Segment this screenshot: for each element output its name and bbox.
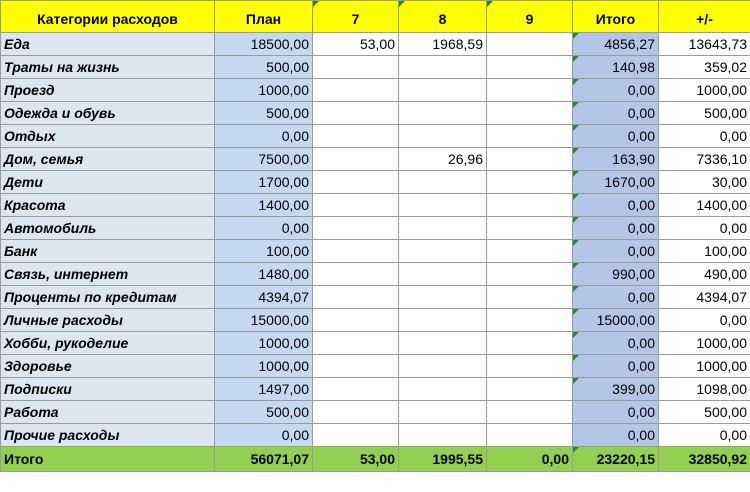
category-cell[interactable]: Связь, интернет bbox=[1, 263, 215, 286]
plan-cell[interactable]: 1497,00 bbox=[215, 378, 313, 401]
day-9-cell[interactable] bbox=[487, 102, 573, 125]
total-cell[interactable]: 0,00 bbox=[573, 332, 659, 355]
day-7-cell[interactable] bbox=[313, 171, 399, 194]
day-7-cell[interactable] bbox=[313, 355, 399, 378]
totals-category-cell[interactable]: Итого bbox=[1, 447, 215, 472]
diff-cell[interactable]: 0,00 bbox=[659, 217, 750, 240]
day-8-cell[interactable] bbox=[399, 240, 487, 263]
total-cell[interactable]: 399,00 bbox=[573, 378, 659, 401]
category-cell[interactable]: Дом, семья bbox=[1, 148, 215, 171]
total-cell[interactable]: 0,00 bbox=[573, 240, 659, 263]
day-7-cell[interactable] bbox=[313, 332, 399, 355]
header-day-8[interactable]: 8 bbox=[399, 1, 487, 33]
diff-cell[interactable]: 1098,00 bbox=[659, 378, 750, 401]
total-cell[interactable]: 0,00 bbox=[573, 194, 659, 217]
plan-cell[interactable]: 7500,00 bbox=[215, 148, 313, 171]
table-row bbox=[1, 217, 750, 240]
day-9-cell[interactable] bbox=[487, 240, 573, 263]
table-row bbox=[1, 56, 750, 79]
day-7-cell[interactable] bbox=[313, 263, 399, 286]
total-cell[interactable]: 0,00 bbox=[573, 217, 659, 240]
total-cell[interactable]: 0,00 bbox=[573, 286, 659, 309]
plan-cell[interactable]: 1400,00 bbox=[215, 194, 313, 217]
total-cell[interactable]: 0,00 bbox=[573, 125, 659, 148]
diff-cell[interactable]: 359,02 bbox=[659, 56, 750, 79]
category-cell[interactable]: Подписки bbox=[1, 378, 215, 401]
day-9-cell[interactable] bbox=[487, 424, 573, 447]
day-7-cell[interactable] bbox=[313, 194, 399, 217]
category-cell[interactable]: Прочие расходы bbox=[1, 424, 215, 447]
plan-cell[interactable]: 1000,00 bbox=[215, 79, 313, 102]
category-cell[interactable]: Автомобиль bbox=[1, 217, 215, 240]
category-cell[interactable]: Личные расходы bbox=[1, 309, 215, 332]
day-8-cell[interactable] bbox=[399, 355, 487, 378]
table-row bbox=[1, 263, 750, 286]
day-8-cell[interactable] bbox=[399, 332, 487, 355]
category-cell[interactable]: Здоровье bbox=[1, 355, 215, 378]
table-row bbox=[1, 378, 750, 401]
day-8-cell[interactable] bbox=[399, 79, 487, 102]
table-row bbox=[1, 194, 750, 217]
table-row bbox=[1, 240, 750, 263]
total-cell[interactable]: 1670,00 bbox=[573, 171, 659, 194]
total-cell[interactable]: 0,00 bbox=[573, 102, 659, 125]
category-cell[interactable]: Дети bbox=[1, 171, 215, 194]
category-cell[interactable]: Банк bbox=[1, 240, 215, 263]
day-8-cell[interactable] bbox=[399, 286, 487, 309]
day-7-cell[interactable] bbox=[313, 148, 399, 171]
day-9-cell[interactable] bbox=[487, 194, 573, 217]
day-9-cell[interactable] bbox=[487, 148, 573, 171]
diff-cell[interactable]: 500,00 bbox=[659, 401, 750, 424]
total-cell[interactable]: 990,00 bbox=[573, 263, 659, 286]
total-cell[interactable]: 0,00 bbox=[573, 79, 659, 102]
day-7-cell[interactable] bbox=[313, 401, 399, 424]
diff-cell[interactable]: 7336,10 bbox=[659, 148, 750, 171]
diff-cell[interactable]: 0,00 bbox=[659, 424, 750, 447]
day-9-cell[interactable] bbox=[487, 217, 573, 240]
plan-cell[interactable]: 0,00 bbox=[215, 217, 313, 240]
diff-cell[interactable]: 0,00 bbox=[659, 125, 750, 148]
total-cell[interactable]: 0,00 bbox=[573, 424, 659, 447]
plan-cell[interactable]: 4394,07 bbox=[215, 286, 313, 309]
day-9-cell[interactable] bbox=[487, 355, 573, 378]
diff-cell[interactable]: 13643,73 bbox=[659, 33, 750, 56]
diff-cell[interactable]: 4394,07 bbox=[659, 286, 750, 309]
category-cell[interactable]: Хобби, рукоделие bbox=[1, 332, 215, 355]
table-row bbox=[1, 33, 750, 56]
day-8-cell[interactable] bbox=[399, 309, 487, 332]
diff-cell[interactable]: 500,00 bbox=[659, 102, 750, 125]
table-row bbox=[1, 148, 750, 171]
plan-cell[interactable]: 500,00 bbox=[215, 401, 313, 424]
day-7-cell[interactable] bbox=[313, 56, 399, 79]
diff-cell[interactable]: 0,00 bbox=[659, 309, 750, 332]
totals-day-8-cell[interactable]: 1995,55 bbox=[399, 447, 487, 472]
day-8-cell[interactable] bbox=[399, 263, 487, 286]
day-7-cell[interactable] bbox=[313, 424, 399, 447]
day-9-cell[interactable] bbox=[487, 332, 573, 355]
totals-total-cell[interactable]: 23220,15 bbox=[573, 447, 659, 472]
plan-cell[interactable]: 1480,00 bbox=[215, 263, 313, 286]
day-9-cell[interactable] bbox=[487, 125, 573, 148]
table-row bbox=[1, 102, 750, 125]
day-7-cell[interactable] bbox=[313, 217, 399, 240]
category-cell[interactable]: Проезд bbox=[1, 79, 215, 102]
category-cell[interactable]: Отдых bbox=[1, 125, 215, 148]
day-9-cell[interactable] bbox=[487, 263, 573, 286]
table-row bbox=[1, 309, 750, 332]
total-cell[interactable]: 140,98 bbox=[573, 56, 659, 79]
table-row bbox=[1, 79, 750, 102]
totals-day-9-cell[interactable]: 0,00 bbox=[487, 447, 573, 472]
table-row bbox=[1, 332, 750, 355]
day-9-cell[interactable] bbox=[487, 378, 573, 401]
header-plan[interactable]: План bbox=[215, 1, 313, 33]
day-7-cell[interactable] bbox=[313, 378, 399, 401]
category-cell[interactable]: Еда bbox=[1, 33, 215, 56]
day-7-cell[interactable] bbox=[313, 79, 399, 102]
day-9-cell[interactable] bbox=[487, 79, 573, 102]
totals-diff-cell[interactable]: 32850,92 bbox=[659, 447, 750, 472]
day-7-cell[interactable]: 53,00 bbox=[313, 33, 399, 56]
plan-cell[interactable]: 18500,00 bbox=[215, 33, 313, 56]
day-7-cell[interactable] bbox=[313, 102, 399, 125]
day-9-cell[interactable] bbox=[487, 33, 573, 56]
total-cell[interactable]: 4856,27 bbox=[573, 33, 659, 56]
table-row bbox=[1, 355, 750, 378]
total-cell[interactable]: 0,00 bbox=[573, 401, 659, 424]
diff-cell[interactable]: 1400,00 bbox=[659, 194, 750, 217]
category-cell[interactable]: Работа bbox=[1, 401, 215, 424]
day-8-cell[interactable] bbox=[399, 125, 487, 148]
diff-cell[interactable]: 1000,00 bbox=[659, 332, 750, 355]
totals-plan-cell[interactable]: 56071,07 bbox=[215, 447, 313, 472]
plan-cell[interactable]: 500,00 bbox=[215, 56, 313, 79]
header-total[interactable]: Итого bbox=[573, 1, 659, 33]
day-8-cell[interactable] bbox=[399, 56, 487, 79]
diff-cell[interactable]: 100,00 bbox=[659, 240, 750, 263]
diff-cell[interactable]: 490,00 bbox=[659, 263, 750, 286]
header-day-9[interactable]: 9 bbox=[487, 1, 573, 33]
diff-cell[interactable]: 1000,00 bbox=[659, 79, 750, 102]
total-cell[interactable]: 15000,00 bbox=[573, 309, 659, 332]
day-8-cell[interactable]: 1968,59 bbox=[399, 33, 487, 56]
totals-row bbox=[1, 447, 750, 472]
plan-cell[interactable]: 100,00 bbox=[215, 240, 313, 263]
category-cell[interactable]: Траты на жизнь bbox=[1, 56, 215, 79]
day-8-cell[interactable] bbox=[399, 378, 487, 401]
day-8-cell[interactable] bbox=[399, 171, 487, 194]
day-9-cell[interactable] bbox=[487, 309, 573, 332]
total-cell[interactable]: 163,90 bbox=[573, 148, 659, 171]
day-8-cell[interactable] bbox=[399, 217, 487, 240]
day-8-cell[interactable]: 26,96 bbox=[399, 148, 487, 171]
plan-cell[interactable]: 1000,00 bbox=[215, 332, 313, 355]
diff-cell[interactable]: 30,00 bbox=[659, 171, 750, 194]
header-row bbox=[1, 1, 750, 33]
day-9-cell[interactable] bbox=[487, 286, 573, 309]
day-7-cell[interactable] bbox=[313, 240, 399, 263]
category-cell[interactable]: Одежда и обувь bbox=[1, 102, 215, 125]
plan-cell[interactable]: 0,00 bbox=[215, 125, 313, 148]
totals-day-7-cell[interactable]: 53,00 bbox=[313, 447, 399, 472]
total-cell[interactable]: 0,00 bbox=[573, 355, 659, 378]
table-row bbox=[1, 424, 750, 447]
table-row bbox=[1, 286, 750, 309]
day-8-cell[interactable] bbox=[399, 102, 487, 125]
category-cell[interactable]: Проценты по кредитам bbox=[1, 286, 215, 309]
day-7-cell[interactable] bbox=[313, 286, 399, 309]
plan-cell[interactable]: 15000,00 bbox=[215, 309, 313, 332]
day-8-cell[interactable] bbox=[399, 194, 487, 217]
plan-cell[interactable]: 500,00 bbox=[215, 102, 313, 125]
plan-cell[interactable]: 0,00 bbox=[215, 424, 313, 447]
day-8-cell[interactable] bbox=[399, 401, 487, 424]
header-category[interactable]: Категории расходов bbox=[1, 1, 215, 33]
day-9-cell[interactable] bbox=[487, 401, 573, 424]
category-cell[interactable]: Красота bbox=[1, 194, 215, 217]
day-7-cell[interactable] bbox=[313, 125, 399, 148]
day-8-cell[interactable] bbox=[399, 424, 487, 447]
diff-cell[interactable]: 1000,00 bbox=[659, 355, 750, 378]
day-7-cell[interactable] bbox=[313, 309, 399, 332]
header-diff[interactable]: +/- bbox=[659, 1, 750, 33]
day-9-cell[interactable] bbox=[487, 171, 573, 194]
table-row bbox=[1, 171, 750, 194]
plan-cell[interactable]: 1000,00 bbox=[215, 355, 313, 378]
header-day-7[interactable]: 7 bbox=[313, 1, 399, 33]
table-row bbox=[1, 401, 750, 424]
table-row bbox=[1, 125, 750, 148]
day-9-cell[interactable] bbox=[487, 56, 573, 79]
plan-cell[interactable]: 1700,00 bbox=[215, 171, 313, 194]
